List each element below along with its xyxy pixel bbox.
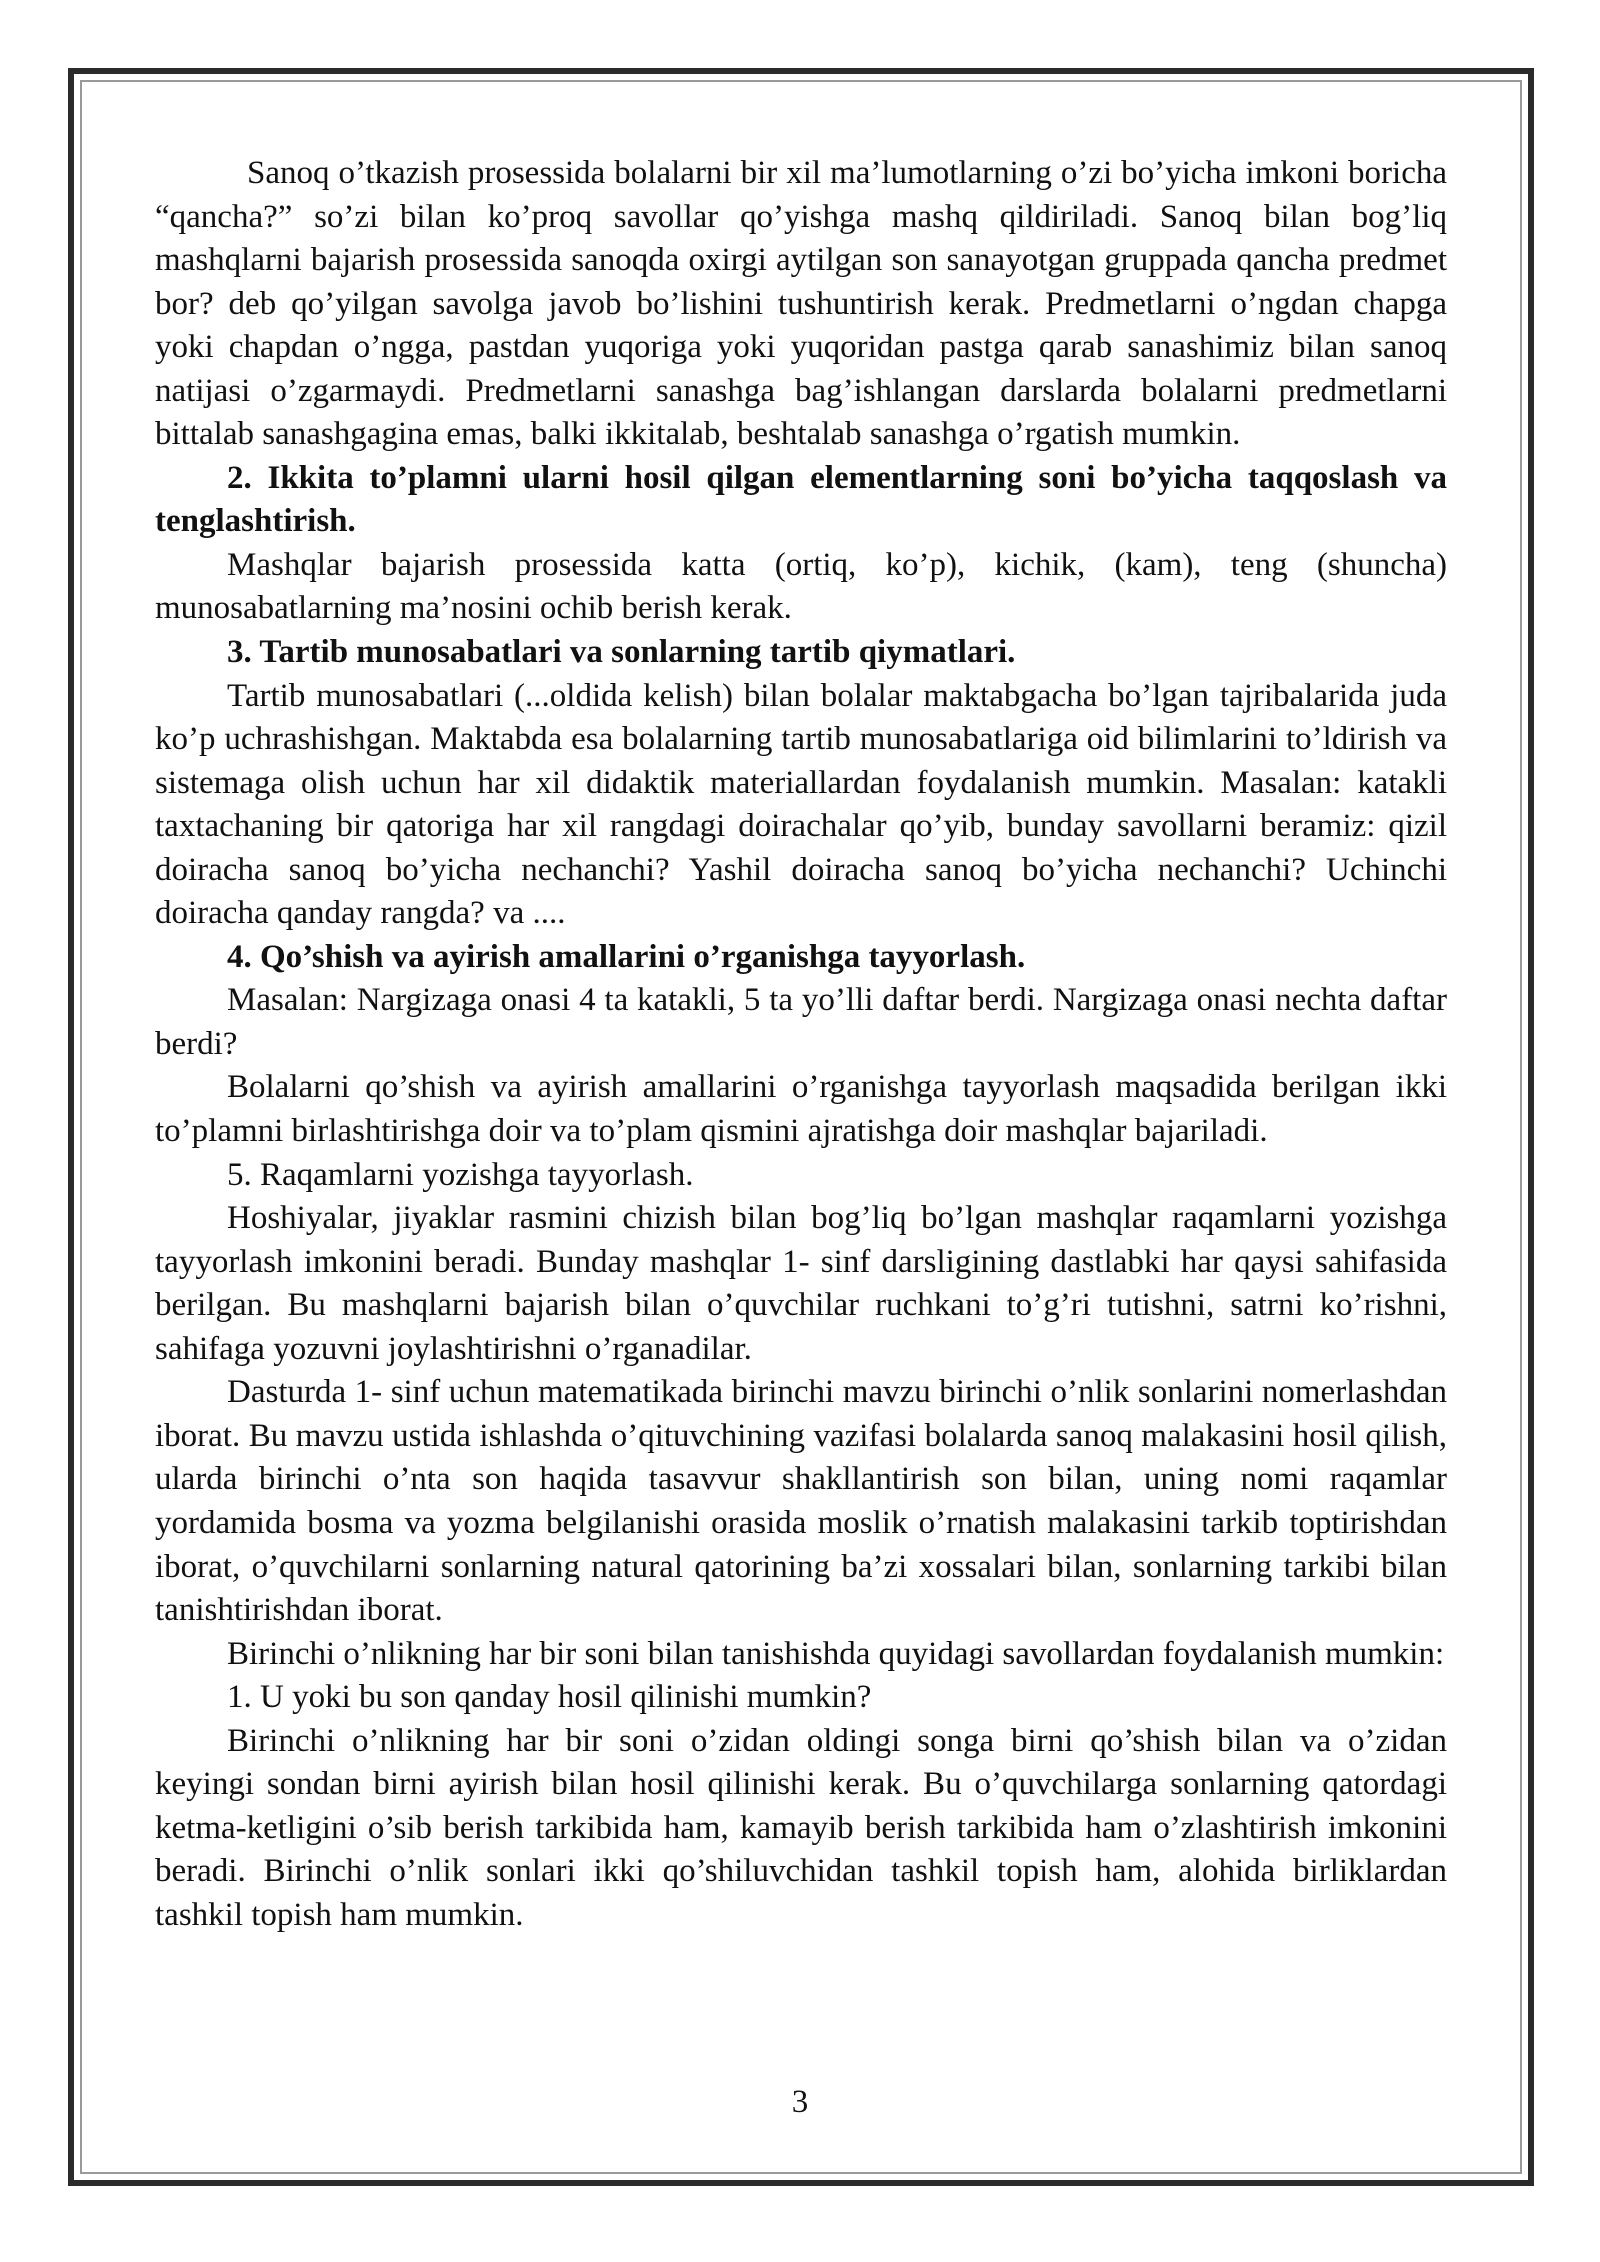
page-number: 3 — [791, 2084, 809, 2120]
paragraph-questions-intro: Birinchi o’nlikning har bir soni bilan tanishishda quyidagi savollardan foydalanish mumkin: — [227, 1635, 1445, 1672]
page-text — [155, 152, 1447, 1937]
paragraph-relations: Mashqlar bajarish prosessida katta (ortiq, ko’p), kichik, (kam), teng (shuncha) munosabatlarning ma’nosini ochib berish kerak. — [155, 546, 1447, 627]
paragraph-digit-writing: Hoshiyalar, jiyaklar rasmini chizish bilan bog’liq bo’lgan mashqlar raqamlarni yozishga tayyorlash imkonini beradi. Bunday mashqlar 1- sinf darsligining dastlabki har qaysi sahifasida berilgan. Bu mashqlarni bajarish bilan o’quvchilar ruchkani to’g’ri tutishni, satrni ko’rishni, sahifaga yozuvni joylashtirishni o’rganadilar. — [155, 1200, 1447, 1367]
paragraph-example-notebooks: Masalan: Nargizaga onasi 4 ta katakli, 5 ta yo’lli daftar berdi. Nargizaga onasi nechta daftar berdi? — [155, 982, 1447, 1062]
paragraph-order-relations: Tartib munosabatlari (...oldida kelish) bilan bolalar maktabgacha bo’lgan tajribalarida juda ko’p uchrashishgan. Maktabda esa bolalarning tartib munosabatlariga oid bilimlarini to’ldirish va sistemaga olish uchun har xil didaktik materiallardan foydalanish mumkin. Masalan: katakli taxtachaning bir qatoriga har xil rangdagi doirachalar qo’yib, bunday savollarni beramiz: qizil doiracha sanoq bo’yicha nechanchi? Yashil doiracha sanoq bo’yicha nechanchi? Uchinchi doiracha qanday rangda? va .... — [155, 677, 1447, 932]
paragraph-curriculum: Dasturda 1- sinf uchun matematikada birinchi mavzu birinchi o’nlik sonlarini nomerlashdan iborat. Bu mavzu ustida ishlashda o’qituvchining vazifasi bolalarda sanoq malakasini hosil qilish, ularda birinchi o’nta son haqida tasavvur shakllantirish son bilan, uning nomi raqamlar yordamida bosma va yozma belgilanishi orasida moslik o’rnatish malakasini tarkib toptirishdan iborat, o’quvchilarni sonlarning natural qatorining ba’zi xossalari bilan, sonlarning tarkibi bilan tanishtirishdan iborat. — [155, 1374, 1447, 1629]
paragraph-addition-preparation: Bolalarni qo’shish va ayirish amallarini o’rganishga tayyorlash maqsadida berilgan ikki to’plamni birlashtirishga doir va to’plam qismini ajratishga doir mashqlar bajariladi. — [155, 1069, 1447, 1150]
heading-addition-subtraction: 4. Qo’shish va ayirish amallarini o’rganishga tayyorlash. — [227, 938, 1026, 975]
paragraph-counting-intro: Sanoq o’tkazish prosessida bolalarni bir xil ma’lumotlarning o’zi bo’yicha imkoni boricha “qancha?” so’zi bilan ko’proq savollar qo’yishga mashq qildiriladi. Sanoq bilan bog’liq mashqlarni bajarish prosessida sanoqda oxirgi aytilgan son sanayotgan gruppada qancha predmet bor? deb qo’yilgan savolga javob bo’lishini tushuntirish kerak. Predmetlarni o’ngdan chapga yoki chapdan o’ngga, pastdan yuqoriga yoki yuqoridan pastga qarab sanashimiz bilan sanoq natijasi o’zgarmaydi. Predmetlarni sanashga bag’ishlangan darslarda bolalarni predmetlarni bittalab sanashgagina emas, balki ikkitalab, beshtalab sanashga o’rgatish mumkin. — [155, 155, 1447, 453]
question-item-1: 1. U yoki bu son qanday hosil qilinishi mumkin? — [227, 1679, 872, 1716]
heading-digit-writing: 5. Raqamlarni yozishga tayyorlash. — [227, 1156, 694, 1193]
heading-order-relations: 3. Tartib munosabatlari va sonlarning tartib qiymatlari. — [227, 634, 1016, 671]
heading-set-comparison: 2. Ikkita to’plamni ularni hosil qilgan elementlarning soni bo’yicha taqqoslash va tenglashtirish. — [155, 459, 1447, 540]
paragraph-first-ten: Birinchi o’nlikning har bir soni o’zidan oldingi songa birni qo’shish bilan va o’zidan keyingi sondan birni ayirish bilan hosil qilinishi kerak. Bu o’quvchilarga sonlarning qatordagi ketma-ketligini o’sib berish tarkibida ham, kamayib berish tarkibida ham o’zlashtirish imkonini beradi. Birinchi o’nlik sonlari ikki qo’shiluvchidan tashkil topish ham, alohida birliklardan tashkil topish ham mumkin. — [155, 1722, 1447, 1933]
